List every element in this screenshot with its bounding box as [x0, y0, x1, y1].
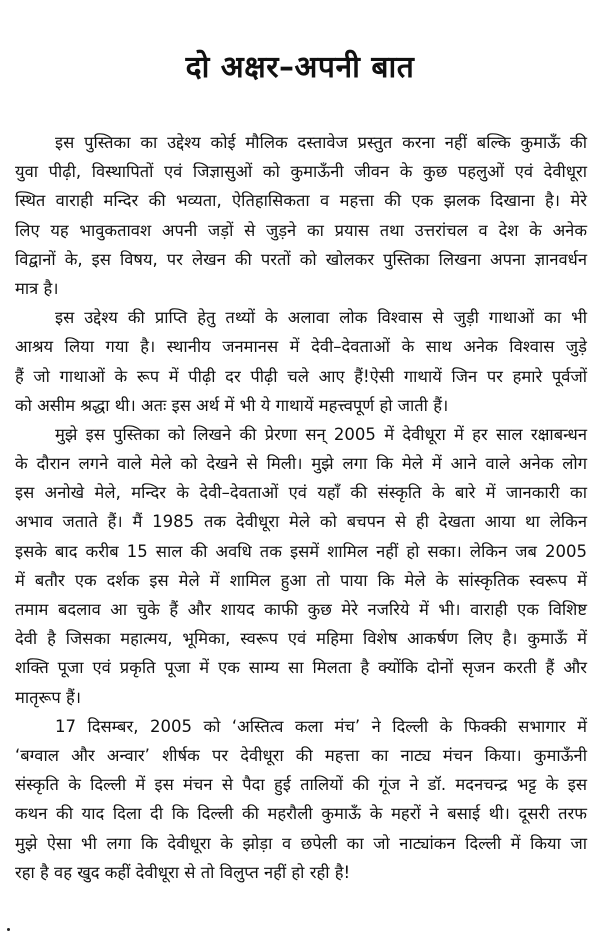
text-line: मुझे ऐसा भी लगा कि देवीधूरा के झोड़ा व छपेली का जो नाट्यांकन दिल्ली में किया जा [15, 833, 587, 853]
text-line: इस अनोखे मेले, मन्दिर के देवी–देवताओं एवं यहाँ की संस्कृति के बारे में जानकारी का [15, 483, 587, 503]
paragraph-3 [15, 420, 587, 712]
text-line: आश्रय लिया गया है। स्थानीय जनमानस में देवी–देवताओं के साथ अनेक विश्वास जुड़े [15, 337, 587, 357]
text-line: इस उद्देश्य की प्राप्ति हेतु तथ्यों के अलावा लोक विश्वास से जुड़ी गाथाओं का भी [55, 308, 587, 328]
text-line: के दौरान लगने वाले मेले को देखने से मिली। मुझे लगा कि मेले में आने वाले अनेक लोग [15, 454, 587, 474]
text-line: युवा पीढ़ी, विस्थापितों एवं जिज्ञासुओं को कुमाऊँनी जीवन के कुछ पहलुओं एवं देवीधूरा [15, 162, 587, 182]
text-line: हैं जो गाथाओं के रूप में पीढ़ी दर पीढ़ी चले आए हैं!ऐसी गाथायें जिन पर हमारे पूर्वजों [15, 366, 587, 386]
text-line: अभाव जताते हैं। मैं 1985 तक देवीधूरा मेले को बचपन से ही देखता आया था लेकिन [15, 512, 587, 532]
paragraph-4 [15, 712, 587, 887]
text-line: रहा है वह खुद कहीं देवीधूरा से तो विलुप्त नहीं हो रही है! [15, 862, 351, 882]
paragraph-2 [15, 303, 587, 420]
text-line: मात्र है। [15, 278, 59, 298]
text-line: तमाम बदलाव आ चुके हैं और शायद काफी कुछ मेरे नजरिये में भी। वाराही एक विशिष्ट [15, 600, 587, 619]
text-line: को असीम श्रद्धा थी। अतः इस अर्थ में भी ये गाथायें महत्त्वपूर्ण हो जाती हैं। [15, 395, 449, 415]
text-line: स्थित वाराही मन्दिर की भव्यता, ऐतिहासिकता व महत्ता की एक झलक दिखाना है। मेरे [15, 191, 587, 211]
text-line: मातृरूप हैं। [15, 687, 81, 707]
text-line: शक्ति पूजा एवं प्रकृति पूजा में एक साम्य सा मिलता है क्योंकि दोनों सृजन करती हैं और [15, 658, 587, 678]
text-line: कथन की याद दिला दी कि दिल्ली की महरौली कुमाऊँ के महरों ने बसाई थी। दूसरी तरफ [15, 804, 587, 824]
text-line: इसके बाद करीब 15 साल की अवधि तक इसमें शामिल नहीं हो सका। लेकिन जब 2005 [15, 541, 587, 561]
text-line: देवी है जिसका महात्मय, भूमिका, स्वरूप एवं महिमा विशेष आकर्षण लिए है। कुमाऊँ में [15, 629, 587, 649]
text-line: में बतौर एक दर्शक इस मेले में शामिल हुआ तो पाया कि मेले के सांस्कृतिक स्वरूप में [15, 570, 587, 590]
scan-artifact-dot [7, 928, 10, 931]
text-line: मुझे इस पुस्तिका को लिखने की प्रेरणा सन् 2005 में देवीधूरा में हर साल रक्षाबन्धन [55, 424, 587, 444]
text-line: लिए यह भावुकतावश अपनी जड़ों से जुड़ने का प्रयास तथा उत्तरांचल व देश के अनेक [15, 220, 587, 240]
text-line: 17 दिसम्बर, 2005 को ‘अस्तित्व कला मंच’ ने दिल्ली के फिक्की सभागार में [55, 716, 587, 736]
paragraph-1 [15, 128, 587, 303]
body-text [15, 128, 587, 887]
text-line: संस्कृति के दिल्ली में इस मंचन से पैदा हुई तालियों की गूंज ने डॉ. मदनचन्द्र भट्ट के इस [15, 775, 587, 795]
page-title: दो अक्षर–अपनी बात [185, 50, 415, 85]
text-line: इस पुस्तिका का उद्देश्य कोई मौलिक दस्तावेज प्रस्तुत करना नहीं बल्कि कुमाऊँ की [55, 133, 587, 152]
text-line: विद्वानों के, इस विषय, पर लेखन की परतों को खोलकर पुस्तिका लिखना अपना ज्ञानवर्धन [15, 249, 587, 269]
text-line: ‘बग्वाल और अन्वार’ शीर्षक पर देवीधूरा की महत्ता का नाट्य मंचन किया। कुमाऊँनी [15, 745, 587, 765]
